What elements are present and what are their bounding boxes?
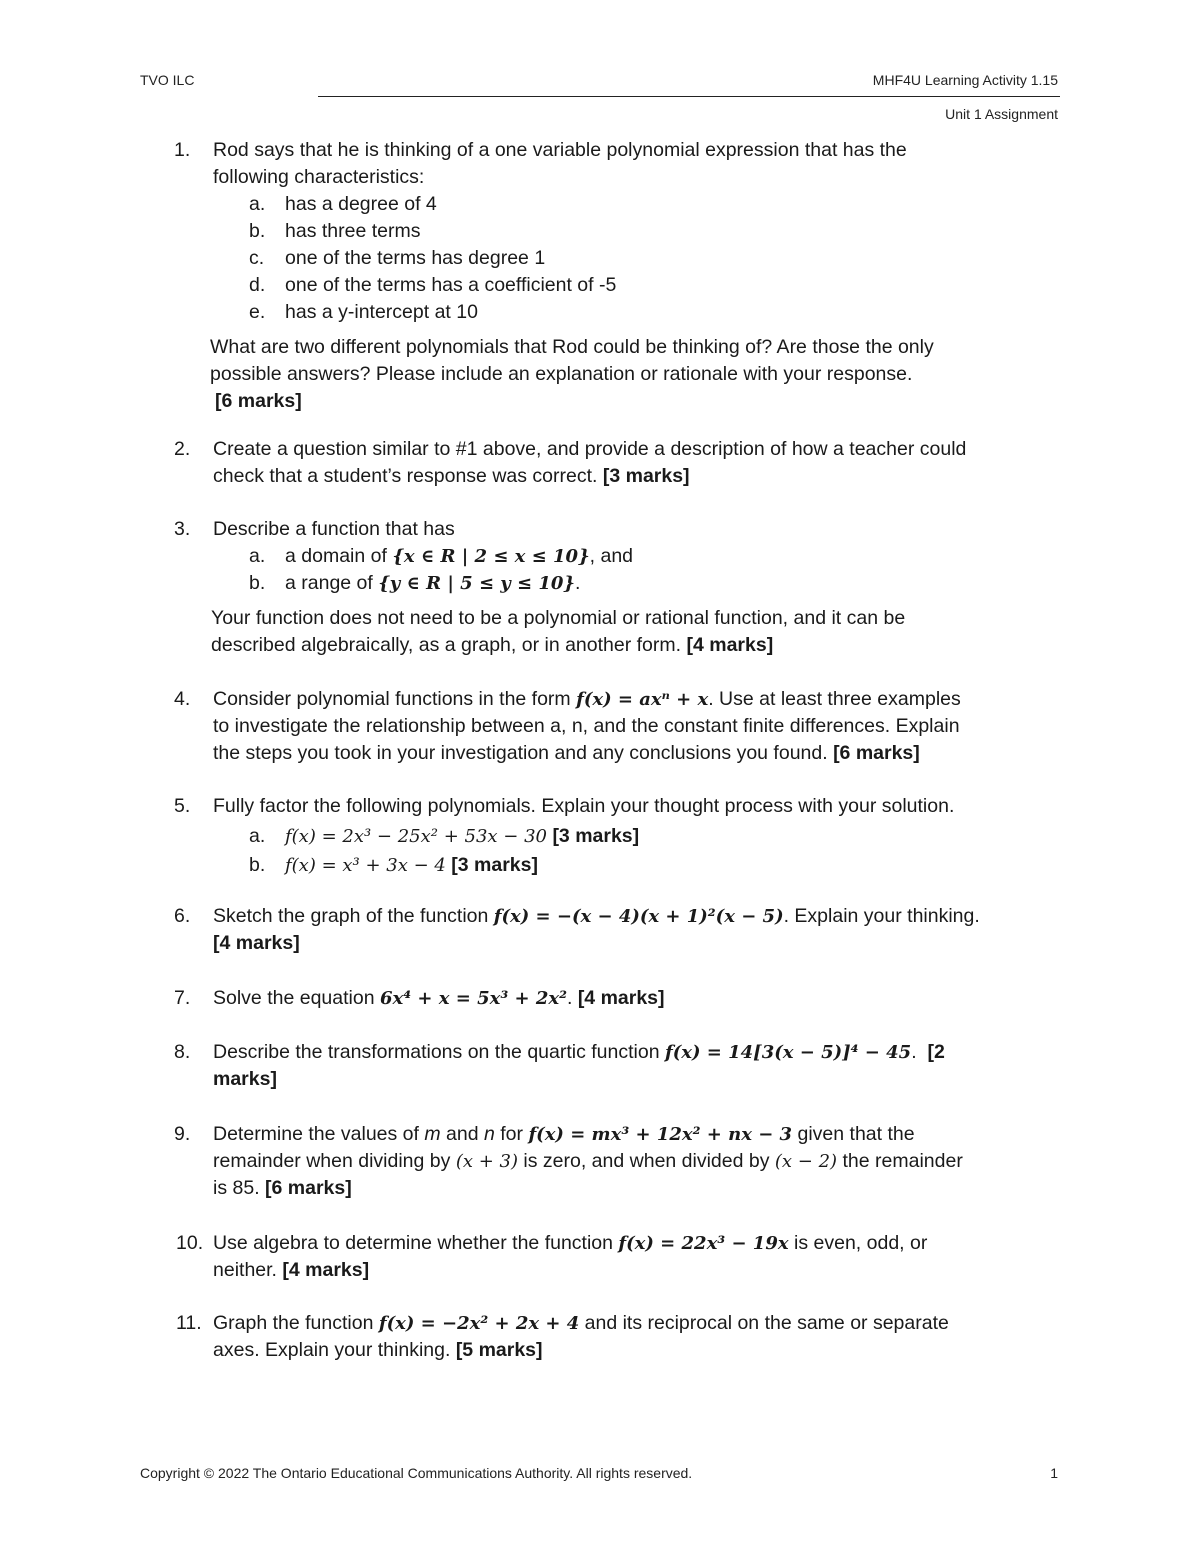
math-expression: {y ∈ R | 5 ≤ y ≤ 10} bbox=[378, 573, 576, 594]
list-item: e. has a y-intercept at 10 bbox=[249, 301, 478, 323]
question-number: 5. bbox=[174, 795, 191, 817]
question-6 bbox=[140, 903, 1060, 957]
list-item: a. f(x) = 2x³ − 25x² + 53x − 30 [3 marks] bbox=[249, 825, 640, 847]
marks-label: [3 marks] bbox=[451, 854, 538, 876]
question-line: the steps you took in your investigation and any conclusions you found. [6 marks] bbox=[213, 742, 920, 764]
page-number: 1 bbox=[1050, 1465, 1058, 1481]
question-line: neither. [4 marks] bbox=[213, 1259, 370, 1281]
question-number: 9. bbox=[174, 1123, 191, 1145]
question-paragraph: Your function does not need to be a polynomial or rational function, and it can be described algebraically, as a graph, or in another form. [4 marks] bbox=[211, 607, 906, 656]
question-number: 10. bbox=[176, 1232, 204, 1254]
math-expression: 6x⁴ + x = 5x³ + 2x² bbox=[379, 988, 567, 1009]
question-number: 7. bbox=[174, 987, 191, 1009]
marks-label: [3 marks] bbox=[552, 825, 640, 847]
question-11 bbox=[140, 1310, 1060, 1364]
question-7 bbox=[140, 985, 1060, 1012]
marks-label: [4 marks] bbox=[686, 634, 774, 656]
question-paragraph: What are two different polynomials that Rod could be thinking of? Are those the only possible answers? Please include an explanation or rationale with your response. [6 marks] bbox=[210, 336, 934, 412]
list-item: b. a range of {y ∈ R | 5 ≤ y ≤ 10}. bbox=[249, 572, 581, 594]
question-line: Sketch the graph of the function f(x) = −(x − 4)(x + 1)²(x − 5). Explain your thinking. bbox=[213, 905, 980, 927]
question-line: is 85. [6 marks] bbox=[213, 1177, 352, 1199]
question-3 bbox=[140, 516, 1060, 659]
list-item: a. has a degree of 4 bbox=[249, 193, 437, 215]
math-expression: (x + 3) bbox=[455, 1151, 518, 1172]
question-number: 8. bbox=[174, 1041, 191, 1063]
marks-label: [6 marks] bbox=[215, 390, 302, 412]
math-expression: f(x) = x³ + 3x − 4 bbox=[285, 855, 446, 876]
question-number: 6. bbox=[174, 905, 191, 927]
question-line: remainder when dividing by (x + 3) is zero, and when divided by (x − 2) the remainder bbox=[213, 1150, 963, 1172]
marks-label: [6 marks] bbox=[833, 742, 920, 764]
question-line: to investigate the relationship between a, n, and the constant finite differences. Explain bbox=[213, 715, 960, 737]
header-course: MHF4U Learning Activity 1.15 bbox=[872, 72, 1058, 88]
question-line: Use algebra to determine whether the function f(x) = 22x³ − 19x is even, odd, or bbox=[213, 1232, 928, 1254]
question-line: axes. Explain your thinking. [5 marks] bbox=[213, 1339, 543, 1361]
question-line: check that a student’s response was correct. [3 marks] bbox=[213, 465, 690, 487]
marks-label: [2 bbox=[927, 1041, 945, 1063]
marks-label: [4 marks] bbox=[577, 987, 665, 1009]
question-line bbox=[213, 930, 1060, 957]
question-line bbox=[213, 1066, 1060, 1093]
question-10 bbox=[140, 1230, 1060, 1284]
header-unit: Unit 1 Assignment bbox=[945, 106, 1058, 122]
marks-label: [6 marks] bbox=[265, 1177, 352, 1199]
question-number: 1. bbox=[174, 139, 191, 161]
math-expression: (x − 2) bbox=[774, 1151, 838, 1172]
math-expression: f(x) = 22x³ − 19x bbox=[618, 1233, 789, 1254]
list-item: b. f(x) = x³ + 3x − 4 [3 marks] bbox=[249, 854, 538, 876]
question-line: Describe the transformations on the quartic function f(x) = 14[3(x − 5)]⁴ − 45. [2 bbox=[213, 1041, 945, 1063]
question-9 bbox=[140, 1121, 1060, 1202]
question-5 bbox=[140, 793, 1060, 879]
list-item: a. a domain of {x ∈ R | 2 ≤ x ≤ 10}, and bbox=[249, 545, 634, 567]
question-8 bbox=[140, 1039, 1060, 1093]
question-line: Describe a function that has bbox=[213, 518, 455, 540]
marks-label: marks] bbox=[213, 1068, 277, 1090]
math-expression: f(x) = −(x − 4)(x + 1)²(x − 5) bbox=[493, 906, 784, 927]
question-4 bbox=[140, 686, 1060, 767]
question-number: 4. bbox=[174, 688, 191, 710]
math-expression: f(x) = mx³ + 12x² + nx − 3 bbox=[528, 1124, 793, 1145]
header-rule bbox=[318, 96, 1060, 97]
footer-copyright: Copyright © 2022 The Ontario Educational Communications Authority. All rights reserved. bbox=[140, 1465, 693, 1481]
math-expression: f(x) = 2x³ − 25x² + 53x − 30 bbox=[285, 826, 548, 847]
marks-label: [5 marks] bbox=[455, 1339, 543, 1361]
question-line: Consider polynomial functions in the form f(x) = axⁿ + x. Use at least three examples bbox=[213, 688, 961, 710]
marks-label: [4 marks] bbox=[213, 932, 300, 954]
question-2 bbox=[140, 436, 1060, 490]
question-1 bbox=[140, 137, 1060, 415]
question-line: Fully factor the following polynomials. Explain your thought process with your solution. bbox=[213, 795, 955, 817]
question-line: Determine the values of m and n for f(x) = mx³ + 12x² + nx − 3 given that the bbox=[213, 1123, 915, 1145]
math-expression: {x ∈ R | 2 ≤ x ≤ 10} bbox=[392, 546, 590, 567]
list-item: b. has three terms bbox=[249, 220, 421, 242]
question-line: following characteristics: bbox=[213, 166, 425, 188]
question-number: 3. bbox=[174, 518, 191, 540]
list-item: c. one of the terms has degree 1 bbox=[249, 247, 546, 269]
question-number: 11. bbox=[176, 1312, 202, 1334]
list-item: d. one of the terms has a coefficient of -5 bbox=[249, 274, 617, 296]
question-line: Solve the equation 6x⁴ + x = 5x³ + 2x². [4 marks] bbox=[213, 987, 665, 1009]
math-expression: f(x) = axⁿ + x bbox=[576, 689, 709, 710]
question-line: Create a question similar to #1 above, and provide a description of how a teacher could bbox=[213, 438, 967, 460]
marks-label: [4 marks] bbox=[282, 1259, 370, 1281]
question-line: Rod says that he is thinking of a one variable polynomial expression that has the bbox=[213, 139, 907, 161]
marks-label: [3 marks] bbox=[602, 465, 690, 487]
question-number: 2. bbox=[174, 438, 191, 460]
header-org: TVO ILC bbox=[140, 72, 195, 88]
math-expression: f(x) = 14[3(x − 5)]⁴ − 45 bbox=[665, 1042, 912, 1063]
question-line: Graph the function f(x) = −2x² + 2x + 4 and its reciprocal on the same or separate bbox=[213, 1312, 949, 1334]
math-expression: f(x) = −2x² + 2x + 4 bbox=[378, 1313, 580, 1334]
